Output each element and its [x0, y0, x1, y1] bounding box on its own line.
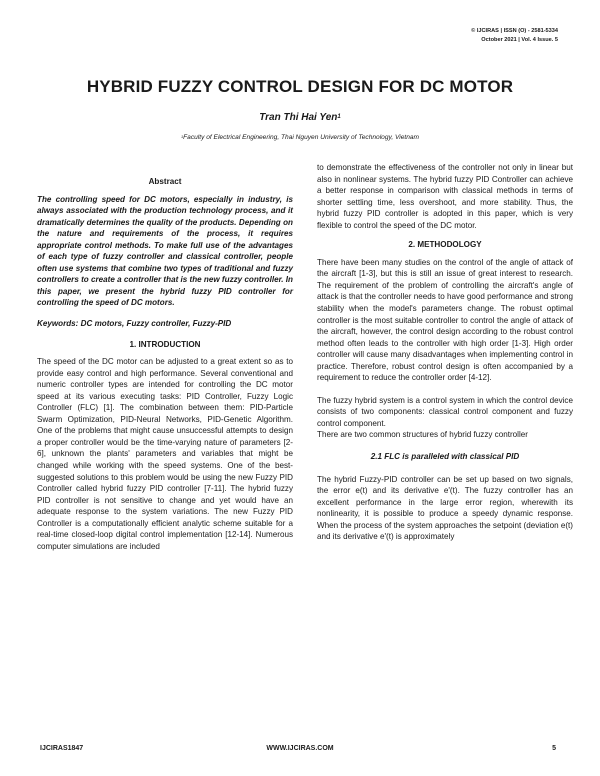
methodology-heading: 2. METHODOLOGY — [408, 240, 482, 250]
abstract-text: The controlling speed for DC motors, especially in industry, is always associated with the production technology process, and it dramatically determines the quality of the products. Depending on the nature and requirements of the process, it requires appropriate control methods. To make full use of the advantages of each type of fuzzy controller and classical controller, people often use systems that combine two types of traditional and fuzzy controllers to create a controller that is the new fuzzy controller. In this paper, we present the hybrid fuzzy PID controller for controlling the speed of DC motors. — [37, 194, 293, 308]
journal-header — [471, 27, 558, 44]
methodology-paragraph-1: There have been many studies on the control of the angle of attack of the aircraft [1-3], but this is still an issue of great interest to research. The requirement of the problem of controlling the aircraft's angle of attack is that the controller needs to have good performance and strong stability when the model's parameters change. The robust optimal controller is the most suitable controller to control the angle of attack of the aircraft, however, the control design according to the robust control method often leads to the controller with high order [1-3]. High order controller will cause many disadvantages when implementing control in practice. Therefore, robust control design is often accompanied by a requirement to reduce the controller order [4-12]. — [317, 257, 574, 383]
right-column — [317, 162, 573, 543]
methodology-paragraph-2: The fuzzy hybrid system is a control system in which the control device consists of two components: classical control component and fuzzy control component. — [317, 395, 573, 428]
author-name: Tran Thi Hai Yen — [259, 112, 338, 123]
intro-paragraph-continued: to demonstrate the effectiveness of the controller not only in linear but also in nonlinear systems. The hybrid fuzzy PID Controller can achieve a better response in comparison with classical methods in terms of shorter settling time, less overshoot, and more stability. Thus, the hybrid fuzzy PID controller is adopted in this paper, which is very flexible to control the speed of the DC motor. — [317, 163, 573, 230]
intro-heading: 1. INTRODUCTION — [129, 339, 201, 349]
intro-paragraph: The speed of the DC motor can be adjusted to a great extent so as to provide easy control and high performance. Several conventional and numeric controller types are intended for controlling the DC motor speed at its various executing tasks: PID Controller, Fuzzy Logic Controller (FLC) [1]. The combination between them: PID-Particle Swarm Optimization, PID-Neural Networks, PID-Genetic Algorithm. One of the problems that might cause unsuccessful attempts to design a proper controller would be the time-varying nature of parameters [2-6], unknown the plants' parameters and variables that might be changed while working with the speed systems. One of the best-suggested solutions to this problem would be using the new Fuzzy PID Controller called hybrid fuzzy PID controller [7-11]. The hybrid fuzzy PID controller is not sensitive to change and yet would have an adequate response to the system variations. The new Fuzzy PID Controller is a computationally efficient analytic scheme suitable for a real-time closed-loop digital control implementation [12-14]. Numerous computer simulations are included — [37, 357, 293, 551]
author-sup: 1 — [337, 114, 341, 121]
keywords: Keywords: DC motors, Fuzzy controller, Fuzzy-PID — [37, 319, 232, 329]
footer-website: WWW.IJCIRAS.COM — [266, 745, 334, 752]
abstract-heading: Abstract — [148, 177, 182, 186]
affiliation-text: Faculty of Electrical Engineering, Thai Nguyen University of Technology, Vietnam — [183, 134, 420, 141]
paper-affiliation — [0, 134, 600, 141]
subsection-heading: 2.1 FLC is paralleled with classical PID — [370, 452, 520, 462]
paper-title: HYBRID FUZZY CONTROL DESIGN FOR DC MOTOR — [86, 77, 514, 96]
footer-paper-id: IJCIRAS1847 — [40, 745, 84, 752]
page-number: 5 — [552, 745, 556, 752]
journal-issue: October 2021 | Vol. 4 Issue. 5 — [481, 36, 558, 43]
left-column — [37, 162, 293, 552]
paper-author — [0, 112, 600, 123]
methodology-paragraph-4: The hybrid Fuzzy-PID controller can be set up based on two signals, the error e(t) and its derivative e'(t). The fuzzy controller has an excellent performance in the large error region, wherewith its nonlinearity, it is possible to produce a speedy dynamic response. When the process of the system approaches the setpoint (deviation e(t) and its derivative e'(t) is approximately — [317, 474, 573, 542]
affiliation-sup: 1 — [180, 133, 184, 139]
methodology-paragraph-3: There are two common structures of hybrid fuzzy controller — [317, 430, 528, 440]
journal-issn: © IJCIRAS | ISSN (O) - 2581-5334 — [471, 28, 558, 34]
